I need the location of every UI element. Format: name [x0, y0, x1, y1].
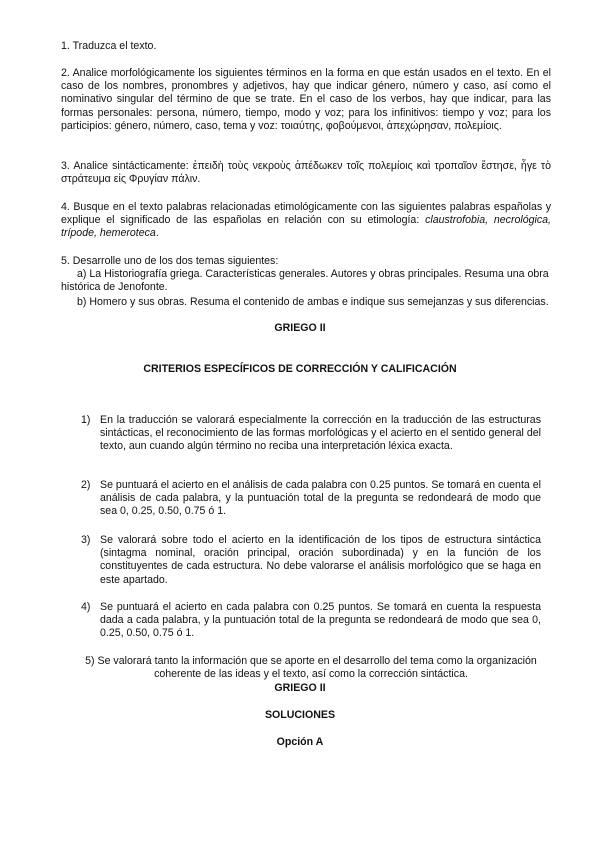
question-4: [61, 201, 551, 241]
question-4-end: .: [155, 227, 159, 240]
solutions-heading: SOLUCIONES: [264, 709, 336, 721]
criteria-heading: CRITERIOS ESPECÍFICOS DE CORRECCIÓN Y CALIFICACIÓN: [143, 363, 457, 375]
question-5: 5. Desarrolle uno de los dos temas siguientes:: [61, 255, 279, 267]
question-4-intro: 4. Busque en el texto palabras relacionadas etimológicamente con las siguientes palabras españolas y explique el significado de las españolas en relación con su etimología:: [61, 201, 551, 227]
criterion-text: Se valorará sobre todo el acierto en la identificación de los tipos de estructura sintáctica (sintagma nominal, oración principal, oración subordinada) y en la función de los constituyentes de cada estructura. No debe valorarse el análisis morfológico que se haga en este apartado.: [100, 534, 541, 586]
criterion-1: [81, 414, 541, 454]
question-5-option-b: b) Homero y sus obras. Resuma el contenido de ambas e indique sus semejanzas y sus diferencias.: [77, 296, 549, 308]
criterion-number: 2): [81, 479, 91, 491]
question-2: 2. Analice morfológicamente los siguientes términos en la forma en que están usados en el texto. En el caso de los nombres, pronombres y adjetivos, hay que indicar género, número y caso, así como el nominativo singular del término de que se trate. En el caso de los verbos, hay que indicar, para las formas personales: persona, número, tiempo, modo y voz; para los infinitivos: tiempo y voz; para los participios: género, número, caso, tema y voz: τοιαύτης, φοβούμενοι, ἀπεχώρησαν, πολεμίοις.: [61, 67, 551, 132]
criterion-text: Se puntuará el acierto en el análisis de cada palabra con 0.25 puntos. Se tomará en cuenta el análisis de cada palabra, y la puntuación total de la pregunta se redondeará de modo que sea 0, 0.25, 0.50, 0.75 ó 1.: [100, 479, 541, 518]
question-1: 1. Traduzca el texto.: [61, 40, 157, 52]
criterion-number: 1): [81, 414, 91, 426]
question-4-words: claustrofobia, necrológica, trípode, hemeroteca: [61, 214, 551, 240]
criterion-4: [81, 601, 541, 641]
criterion-text: Se puntuará el acierto en cada palabra con 0.25 puntos. Se tomará en cuenta la respuesta dada a cada palabra, y la puntuación total de la pregunta se redondeará de modo que sea 0, 0.25, 0.50, 0.75 ó 1.: [100, 601, 541, 640]
subject-heading: GRIEGO II: [274, 322, 326, 334]
subject-heading-2: GRIEGO II: [274, 682, 326, 694]
criterion-2: [81, 479, 541, 519]
criterion-text: En la traducción se valorará especialmente la corrección en la traducción de las estructuras sintácticas, el reconocimiento de las formas morfológicas y el acierto en el sentido general del texto, aun cuando algún término no reciba una interpretación léxica exacta.: [100, 414, 541, 453]
question-5-option-a: a) La Historiografía griega. Características generales. Autores y obras principales. Resuma una obra histórica de Jenofonte.: [61, 268, 549, 294]
option-heading: Opción A: [276, 736, 324, 748]
criterion-number: 3): [81, 534, 91, 546]
criterion-3: [81, 534, 541, 587]
criterion-5: 5) Se valorará tanto la información que se aporte en el desarrollo del tema como la organización coherente de las ideas y el texto, así como la corrección sintáctica.: [85, 655, 537, 681]
criterion-number: 4): [81, 601, 91, 613]
question-3: 3. Analice sintácticamente: ἐπειδὴ τοὺς νεκροὺς ἀπέδωκεν τοῖς πολεμίοις καὶ τροπαῖον ἔστησε, ἦγε τὸ στράτευμα εἰς Φρυγίαν πάλιν.: [61, 160, 551, 186]
